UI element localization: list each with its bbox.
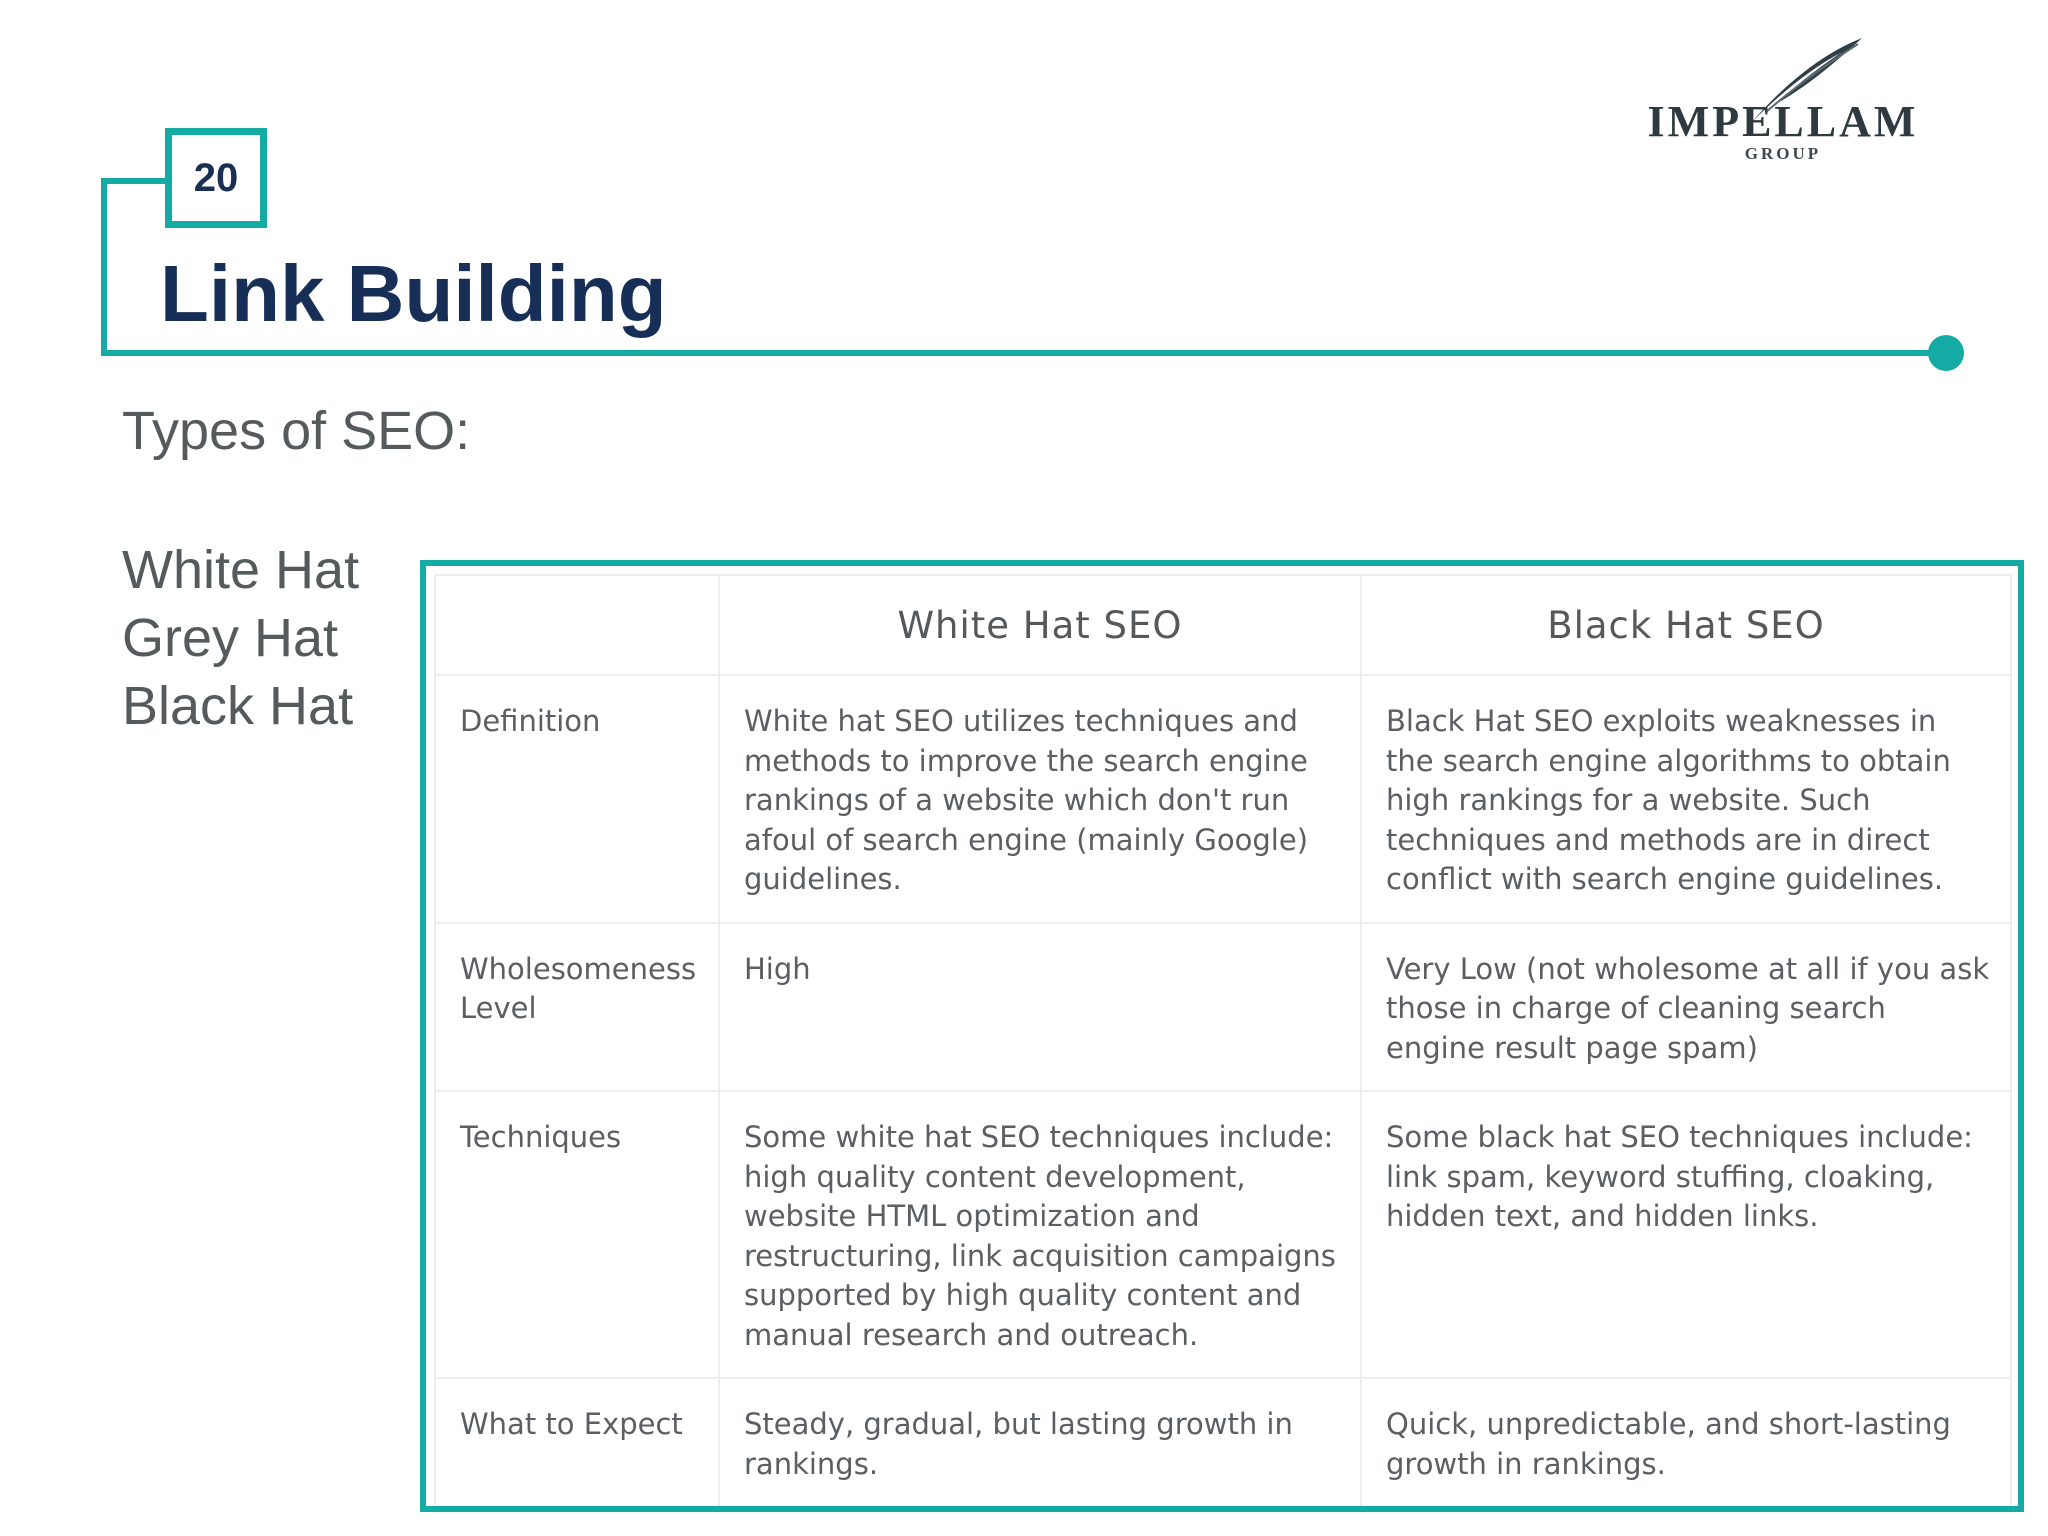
list-item: White Hat [122,540,360,600]
row-label: What to Expect [435,1378,719,1508]
title-frame-line [0,0,2048,400]
comparison-table [434,574,2012,1509]
black-hat-cell: Quick, unpredictable, and short-lasting growth in rankings. [1361,1378,2011,1508]
white-hat-cell: High [719,923,1361,1092]
table-row [435,923,2011,1092]
page-title: Link Building [160,249,667,338]
black-hat-cell: Some black hat SEO techniques include: link spam, keyword stuffing, cloaking, hidden text, and hidden links. [1361,1091,2011,1378]
row-label: Definition [435,675,719,923]
subtitle: Types of SEO: [122,401,471,461]
list-item: Black Hat [122,676,354,736]
logo-name: IMPELLAM [1647,97,1919,146]
table-row [435,675,2011,923]
black-hat-cell: Black Hat SEO exploits weaknesses in the search engine algorithms to obtain high rankings for a website. Such techniques and methods are in direct conflict with search engine guidelines. [1361,675,2011,923]
white-hat-cell: White hat SEO utilizes techniques and methods to improve the search engine rankings of a website which don't run afoul of search engine (mainly Google) guidelines. [719,675,1361,923]
row-label: Wholesomeness Level [435,923,719,1092]
row-label: Techniques [435,1091,719,1378]
seo-types-list [122,536,359,740]
black-hat-cell: Very Low (not wholesome at all if you ask those in charge of cleaning search engine result page spam) [1361,923,2011,1092]
comparison-table-frame [420,560,2024,1512]
logo-subtitle: GROUP [1744,144,1822,163]
list-item: Grey Hat [122,608,339,668]
slide-number-badge: 20 [165,128,267,228]
header-black-hat: Black Hat SEO [1361,575,2011,675]
header-empty [435,575,719,675]
table-row [435,1091,2011,1378]
white-hat-cell: Steady, gradual, but lasting growth in rankings. [719,1378,1361,1508]
header-white-hat: White Hat SEO [719,575,1361,675]
table-header-row [435,575,2011,675]
table-row [435,1378,2011,1508]
white-hat-cell: Some white hat SEO techniques include: high quality content development, website HTML optimization and restructuring, link acquisition campaigns supported by high quality content and manual research and outreach. [719,1091,1361,1378]
